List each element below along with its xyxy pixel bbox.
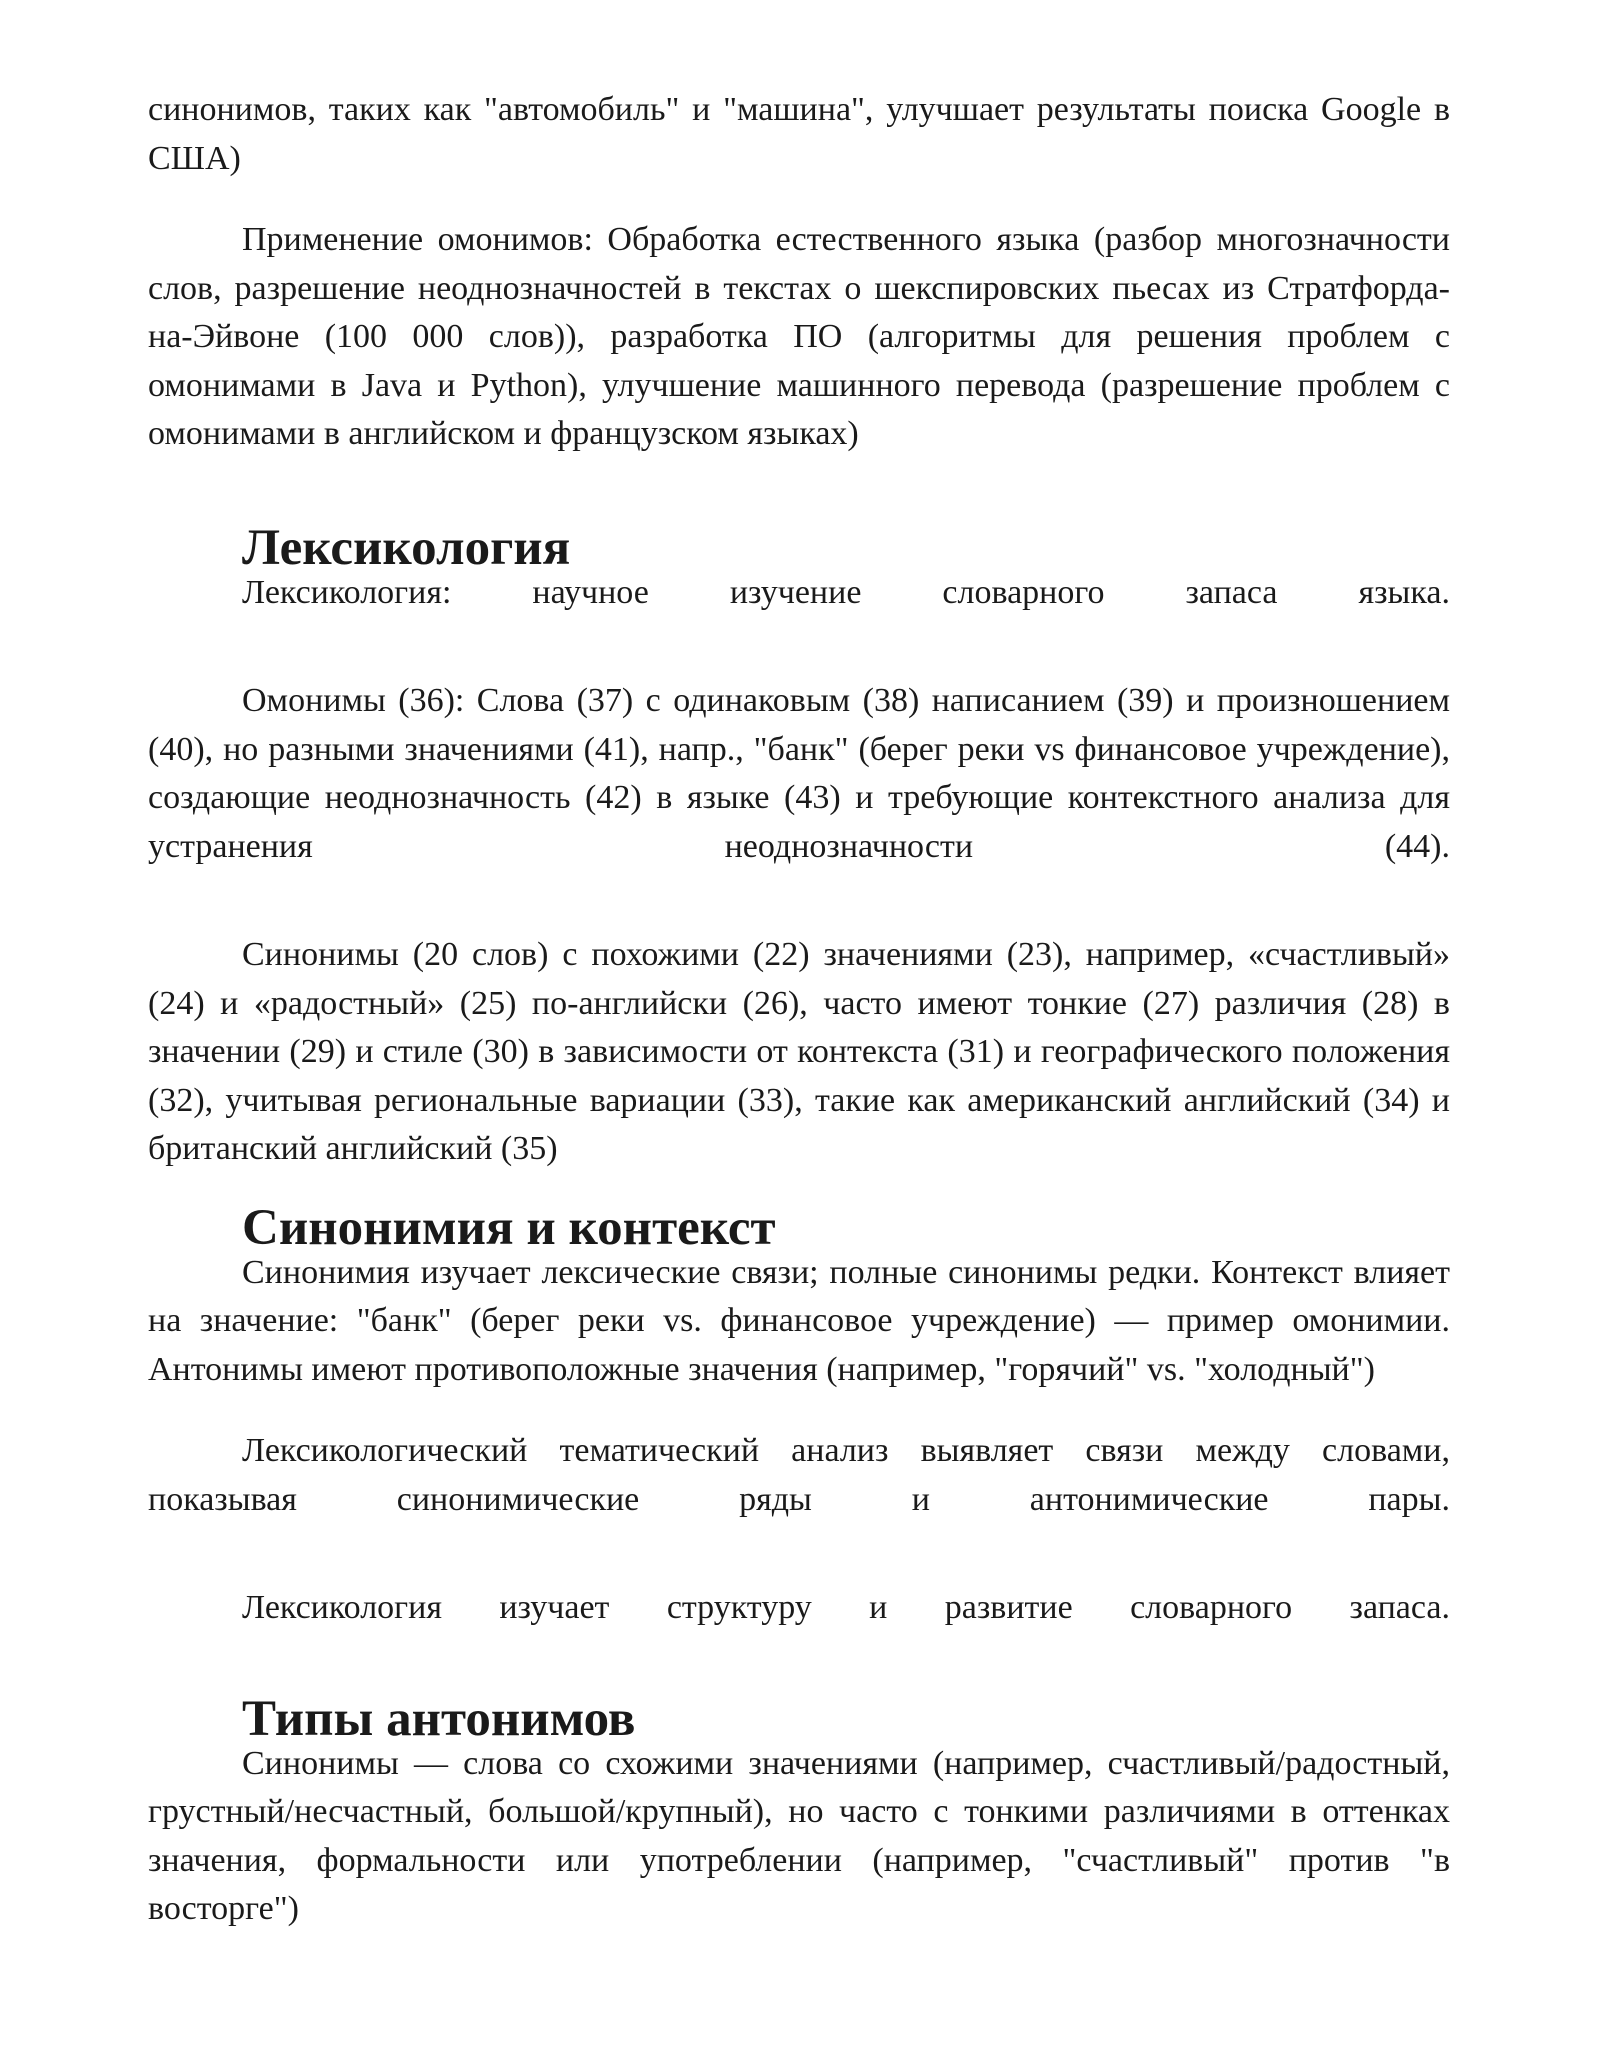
paragraph-synonymy: Синонимия изучает лексические связи; полные синонимы редки. Контекст влияет на значение: "банк" (берег реки vs. финансовое учреждение) — пример омонимии. Антонимы имеют противоположные значения (например, "горячий" vs. "холодный")	[148, 1253, 1450, 1388]
paragraph-thematic-analysis: Лексикологический тематический анализ выявляет связи между словами, показывая синонимические ряды и антонимические пары.	[148, 1432, 1450, 1518]
heading-antonym-types: Типы антонимов	[242, 1690, 636, 1747]
paragraph-homonym-applications: Применение омонимов: Обработка естественного языка (разбор многозначности слов, разрешение неоднозначностей в текстах о шекспировских пьесах из Стратфорда-на-Эйвоне (100 000 слов)), разработка ПО (алгоритмы для решения проблем с омонимами в Java и Python), улучшение машинного перевода (разрешение проблем с омонимами в английском и французском языках)	[148, 221, 1450, 452]
paragraph-lexicology-studies: Лексикология изучает структуру и развитие словарного запаса.	[242, 1589, 1450, 1626]
paragraph-lexicology-definition: Лексикология: научное изучение словарного запаса языка.	[242, 573, 1450, 611]
paragraph-search-synonyms: синонимов, таких как "автомобиль" и "машина", улучшает результаты поиска Google в США)	[148, 91, 1450, 177]
paragraph-synonyms: Синонимы (20 слов) с похожими (22) значениями (23), например, «счастливый» (24) и «радостный» (25) по-английски (26), часто имеют тонкие (27) различия (28) в значении (29) и стиле (30) в зависимости от контекста (31) и географического положения (32), учитывая региональные вариации (33), такие как американский английский (34) и британский английский (35)	[148, 936, 1450, 1167]
document-page	[148, 86, 1450, 1934]
paragraph-homonyms: Омонимы (36): Слова (37) с одинаковым (38) написанием (39) и произношением (40), но разными значениями (41), напр., "банк" (берег реки vs финансовое учреждение), создающие неоднозначность (42) в языке (43) и требующие контекстного анализа для устранения неоднозначности (44).	[148, 682, 1450, 865]
paragraph-synonyms-nuances: Синонимы — слова со схожими значениями (например, счастливый/радостный, грустный/несчастный, большой/крупный), но часто с тонкими различиями в оттенках значения, формальности или употреблении (например, "счастливый" против "в восторге")	[148, 1744, 1450, 1927]
heading-lexicology: Лексикология	[242, 519, 571, 576]
heading-synonymy-context: Синонимия и контекст	[242, 1199, 776, 1256]
